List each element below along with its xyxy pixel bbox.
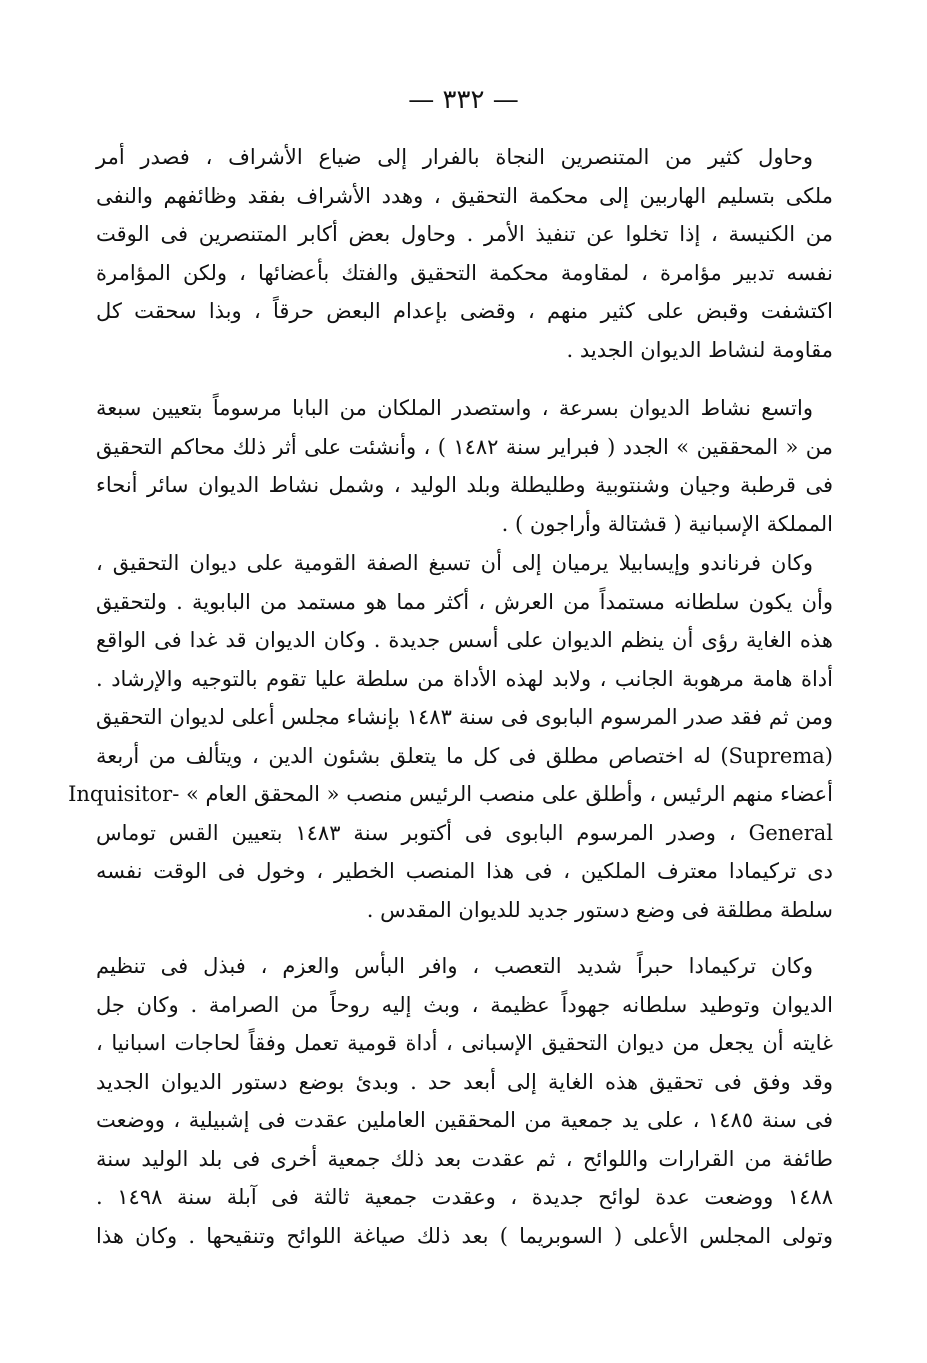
text-line: أعضاء منهم الرئيس ، وأطلق على منصب الرئيس منصب « المحقق العام » -Inquisitor (68, 782, 833, 806)
text-line: نفسه تدبير مؤامرة ، لمقاومة محكمة التحقيق والفتك بأعضائها ، ولكن المؤامرة (96, 260, 833, 285)
text-line: دى تركيمادا معترف الملكين ، فى هذا المنصب الخطير ، وخول فى الوقت نفسه (96, 859, 833, 883)
text-line: واتسع نشاط الديوان بسرعة ، واستصدر الملكان من البابا مرسوماً بتعيين سبعة (96, 396, 813, 420)
text-line: المملكة الإسبانية ( قشتالة وأراجون ) . (501, 511, 833, 536)
text-line: فى سنة ١٤٨٥ ، على يد جمعية من المحققين العاملين عقدت فى إشبيلية ، ووضعت (96, 1108, 833, 1132)
text-line: وقد وفق فى تحقيق هذه الغاية إلى أبعد حد . وبدئ بوضع دستور الديوان الجديد (96, 1069, 833, 1094)
text-line: أداة هامة مرهوبة الجانب ، ولابد لهذه الأداة من سلطة عليا تقوم بالتوجيه والإرشاد . (96, 666, 833, 691)
text-line: من الكنيسة ، إذا تخلوا عن تنفيذ الأمر . وحاول بعض أكابر المتنصرين فى الوقت (96, 222, 833, 246)
text-line: وتولى المجلس الأعلى ( السوبريما ) بعد ذلك صياغة اللوائح وتنقيحها . وكان هذا (96, 1223, 833, 1248)
text-line: من « المحققين » الجدد ( فبراير سنة ١٤٨٢ ) ، وأنشئت على أثر ذلك محاكم التحقيق (96, 434, 833, 459)
text-line: غايته أن يجعل من ديوان التحقيق الإسبانى ، أداة قومية تعمل وفقاً لحاجات اسبانيا ، (96, 1031, 833, 1055)
paragraph-4 (96, 947, 833, 1255)
text-line: وحاول كثير من المتنصرين النجاة بالفرار إلى ضياع الأشراف ، فصدر أمر (96, 145, 813, 169)
text-line: وأن يكون سلطانه مستمداً من العرش ، أكثر مما هو مستمد من البابوية . ولتحقيق (96, 589, 833, 614)
text-line: ١٤٨٨ ووضعت عدة لوائح جديدة ، وعقدت جمعية ثالثة فى آبلة سنة ١٤٩٨ . (96, 1185, 833, 1209)
text-line: فى قرطبة وجيان وشنتوبية وطليطلة وبلد الوليد ، وشمل نشاط الديوان سائر أنحاء (96, 473, 833, 497)
text-line: طائفة من القرارات واللوائح ، ثم عقدت بعد ذلك جمعية أخرى فى بلد الوليد سنة (96, 1146, 833, 1171)
text-line: General ، وصدر المرسوم البابوى فى أكتوبر سنة ١٤٨٣ بتعيين القس توماس (96, 820, 833, 845)
text-line: الديوان وتوطيد سلطانه جهوداً عظيمة ، وبث إليه روحاً من الصرامة . وكان جل (96, 992, 833, 1017)
text-line: اكتشفت وقبض على كثير منهم ، وقضى بإعدام البعض حرقاً ، وبذا سحقت كل (96, 299, 833, 323)
paragraph-1 (96, 138, 833, 369)
text-line: ملكى بتسليم الهاربين إلى محكمة التحقيق ، وهدد الأشراف بفقد وظائفهم والنفى (96, 183, 833, 208)
text-line: سلطة مطلقة فى وضع دستور جديد للديوان المقدس . (366, 897, 833, 922)
text-line: وكان فرناندو وإيسابيلا يرميان إلى أن تسبغ الصفة القومية على ديوان التحقيق ، (96, 551, 813, 575)
text-line: ومن ثم فقد صدر المرسوم البابوى فى سنة ١٤٨٣ بإنشاء مجلس أعلى لديوان التحقيق (96, 705, 833, 729)
text-line: مقاومة لنشاط الديوان الجديد . (566, 337, 833, 362)
paragraph-2 (96, 389, 833, 543)
page-number: — ٣٣٢ — (408, 85, 519, 115)
text-line: هذه الغاية رؤى أن ينظم الديوان على أسس جديدة . وكان الديوان قد غدا فى الواقع (96, 628, 833, 652)
paragraph-3 (68, 544, 833, 929)
text-line: وكان تركيمادا حبراً شديد التعصب ، وافر البأس والعزم ، فبذل فى تنظيم (96, 954, 813, 978)
text-line: (Suprema) له اختصاص مطلق فى كل ما يتعلق بشئون الدين ، ويتألف من أربعة (96, 743, 833, 768)
